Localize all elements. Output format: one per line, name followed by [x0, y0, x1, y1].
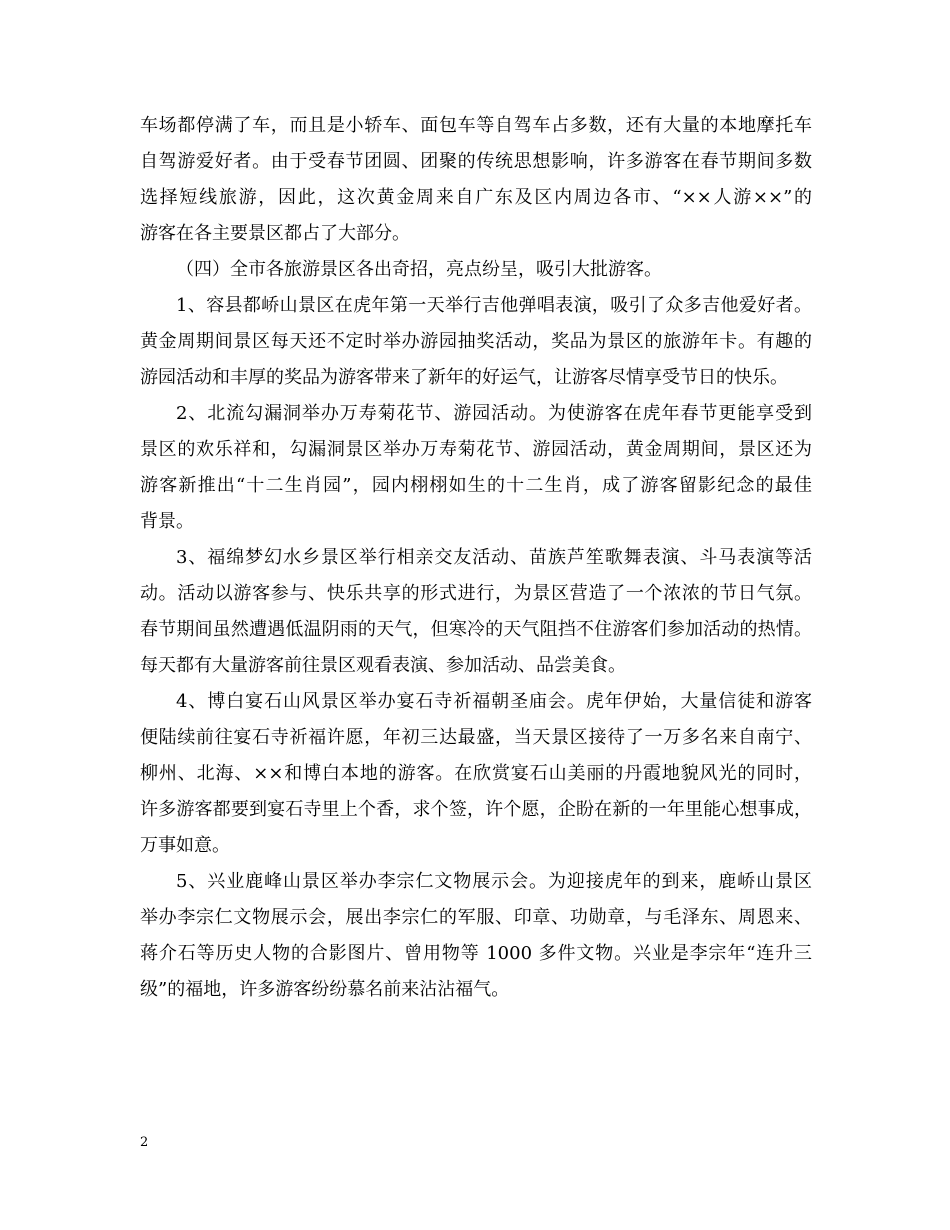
text-line: 车场都停满了车，而且是小轿车、面包车等自驾车占多数，还有大量的本地摩托车	[140, 115, 812, 136]
text-line: 许多游客都要到宴石寺里上个香，求个签，许个愿，企盼在新的一年里能心想事成，	[140, 799, 812, 820]
text-line: 蒋介石等历史人物的合影图片、曾用物等 1000 多件文物。兴业是李宗年“连升三	[140, 943, 812, 964]
text-line: 4、博白宴石山风景区举办宴石寺祈福朝圣庙会。虎年伊始，大量信徒和游客	[176, 691, 812, 712]
text-line: 景区的欢乐祥和，勾漏洞景区举办万寿菊花节、游园活动，黄金周期间，景区还为	[140, 439, 812, 460]
text-line: 3、福绵梦幻水乡景区举行相亲交友活动、苗族芦笙歌舞表演、斗马表演等活	[176, 547, 812, 568]
text-line: （四）全市各旅游景区各出奇招，亮点纷呈，吸引大批游客。	[176, 259, 662, 280]
text-line: 动。活动以游客参与、快乐共享的形式进行，为景区营造了一个浓浓的节日气氛。	[140, 583, 812, 604]
page-number: 2	[140, 1135, 149, 1150]
text-line: 自驾游爱好者。由于受春节团圆、团聚的传统思想影响，许多游客在春节期间多数	[140, 151, 812, 172]
paragraph-item-4	[140, 684, 812, 864]
text-line: 春节期间虽然遭遇低温阴雨的天气，但寒冷的天气阻挡不住游客们参加活动的热情。	[140, 619, 812, 640]
text-line: 举办李宗仁文物展示会，展出李宗仁的军服、印章、功勋章，与毛泽东、周恩来、	[140, 907, 812, 928]
text-line: 黄金周期间景区每天还不定时举办游园抽奖活动，奖品为景区的旅游年卡。有趣的	[140, 331, 812, 352]
section-heading-4	[140, 252, 812, 288]
text-line: 5、兴业鹿峰山景区举办李宗仁文物展示会。为迎接虎年的到来，鹿峤山景区	[176, 871, 812, 892]
text-line: 游园活动和丰厚的奖品为游客带来了新年的好运气，让游客尽情享受节日的快乐。	[140, 367, 788, 388]
text-line: 级”的福地，许多游客纷纷慕名前来沾沾福气。	[140, 979, 510, 1000]
paragraph-item-3	[140, 540, 812, 684]
paragraph-item-2	[140, 396, 812, 540]
paragraph-item-5	[140, 864, 812, 1008]
paragraph-continuation	[140, 108, 812, 252]
text-line: 万事如意。	[140, 835, 230, 856]
text-line: 每天都有大量游客前往景区观看表演、参加活动、品尝美食。	[140, 655, 626, 676]
body-text	[140, 108, 812, 1008]
paragraph-item-1	[140, 288, 812, 396]
text-line: 游客新推出“十二生肖园”，园内栩栩如生的十二生肖，成了游客留影纪念的最佳	[140, 475, 812, 496]
text-line: 选择短线旅游，因此，这次黄金周来自广东及区内周边各市、“××人游××”的	[140, 187, 812, 208]
text-line: 柳州、北海、××和博白本地的游客。在欣赏宴石山美丽的丹霞地貌风光的同时，	[140, 763, 812, 784]
text-line: 1、容县都峤山景区在虎年第一天举行吉他弹唱表演，吸引了众多吉他爱好者。	[176, 295, 812, 316]
text-line: 游客在各主要景区都占了大部分。	[140, 223, 410, 244]
text-line: 背景。	[140, 511, 194, 532]
text-line: 便陆续前往宴石寺祈福许愿，年初三达最盛，当天景区接待了一万多名来自南宁、	[140, 727, 812, 748]
text-line: 2、北流勾漏洞举办万寿菊花节、游园活动。为使游客在虎年春节更能享受到	[176, 403, 812, 424]
